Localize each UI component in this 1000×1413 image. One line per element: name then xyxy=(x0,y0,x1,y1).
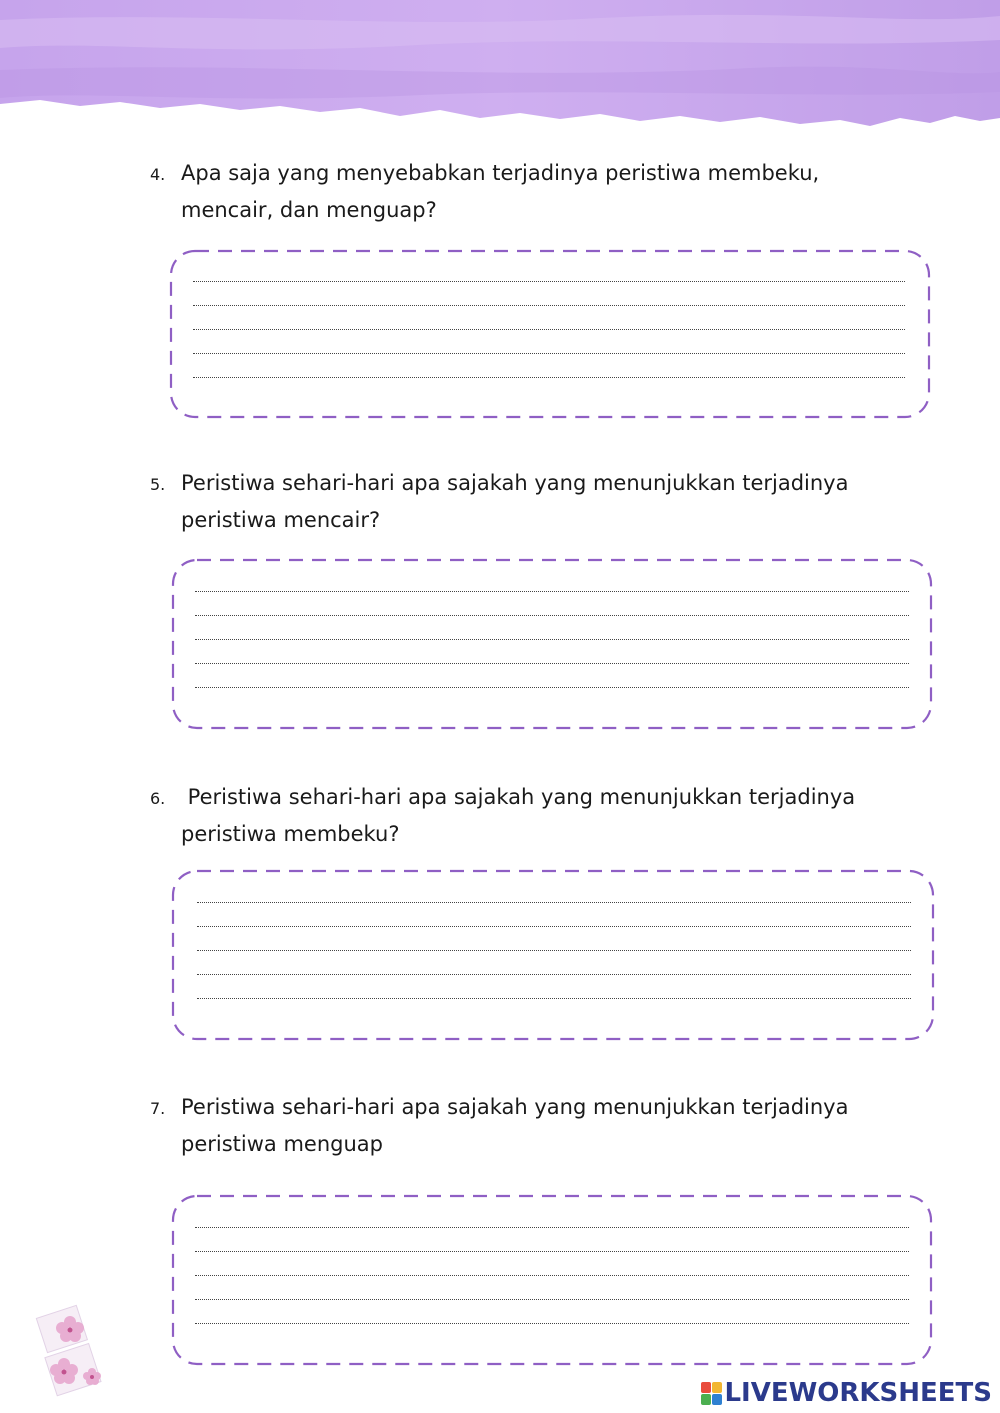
question-text-line2: peristiwa membeku? xyxy=(181,822,400,846)
answer-line[interactable] xyxy=(193,377,905,378)
question-number: 6. xyxy=(150,789,166,808)
answer-line[interactable] xyxy=(197,926,911,927)
answer-line[interactable] xyxy=(197,902,911,903)
question-text-line2: mencair, dan menguap? xyxy=(181,198,437,222)
question-number: 4. xyxy=(150,165,166,184)
answer-line[interactable] xyxy=(193,281,905,282)
answer-line[interactable] xyxy=(195,1251,909,1252)
dashed-border xyxy=(170,557,934,731)
answer-line[interactable] xyxy=(195,663,909,664)
question-text-line1: Peristiwa sehari-hari apa sajakah yang menunjukkan terjadinya xyxy=(181,785,856,809)
answer-box-6[interactable] xyxy=(170,868,936,1042)
answer-line[interactable] xyxy=(195,687,909,688)
answer-line[interactable] xyxy=(193,353,905,354)
answer-line[interactable] xyxy=(195,639,909,640)
answer-line[interactable] xyxy=(195,1323,909,1324)
dashed-border xyxy=(170,1193,934,1367)
liveworksheets-logo xyxy=(701,1379,992,1407)
flower-decoration-icon xyxy=(30,1300,120,1400)
question-4 xyxy=(150,155,910,229)
answer-box-5[interactable] xyxy=(170,557,934,731)
answer-line[interactable] xyxy=(197,950,911,951)
answer-line[interactable] xyxy=(195,1275,909,1276)
question-6 xyxy=(150,779,910,853)
answer-line[interactable] xyxy=(195,615,909,616)
question-5 xyxy=(150,465,910,539)
question-text-line2: peristiwa mencair? xyxy=(181,508,381,532)
question-text-line1: Peristiwa sehari-hari apa sajakah yang menunjukkan terjadinya xyxy=(181,471,849,495)
answer-line[interactable] xyxy=(195,1299,909,1300)
answer-box-4[interactable] xyxy=(168,248,932,420)
liveworksheets-logo-icon xyxy=(701,1382,721,1404)
answer-line[interactable] xyxy=(197,974,911,975)
answer-box-7[interactable] xyxy=(170,1193,934,1367)
question-7 xyxy=(150,1089,910,1163)
question-number: 5. xyxy=(150,475,166,494)
answer-line[interactable] xyxy=(193,305,905,306)
answer-line[interactable] xyxy=(195,1227,909,1228)
answer-line[interactable] xyxy=(197,998,911,999)
question-number: 7. xyxy=(150,1099,166,1118)
question-text-line2: peristiwa menguap xyxy=(181,1132,383,1156)
dashed-border xyxy=(168,248,932,420)
header-banner xyxy=(0,0,1000,135)
answer-line[interactable] xyxy=(193,329,905,330)
logo-text: LIVEWORKSHEETS xyxy=(724,1378,992,1408)
dashed-border xyxy=(170,868,936,1042)
question-text-line1: Peristiwa sehari-hari apa sajakah yang menunjukkan terjadinya xyxy=(181,1095,849,1119)
answer-line[interactable] xyxy=(195,591,909,592)
question-text-line1: Apa saja yang menyebabkan terjadinya peristiwa membeku, xyxy=(181,161,820,185)
